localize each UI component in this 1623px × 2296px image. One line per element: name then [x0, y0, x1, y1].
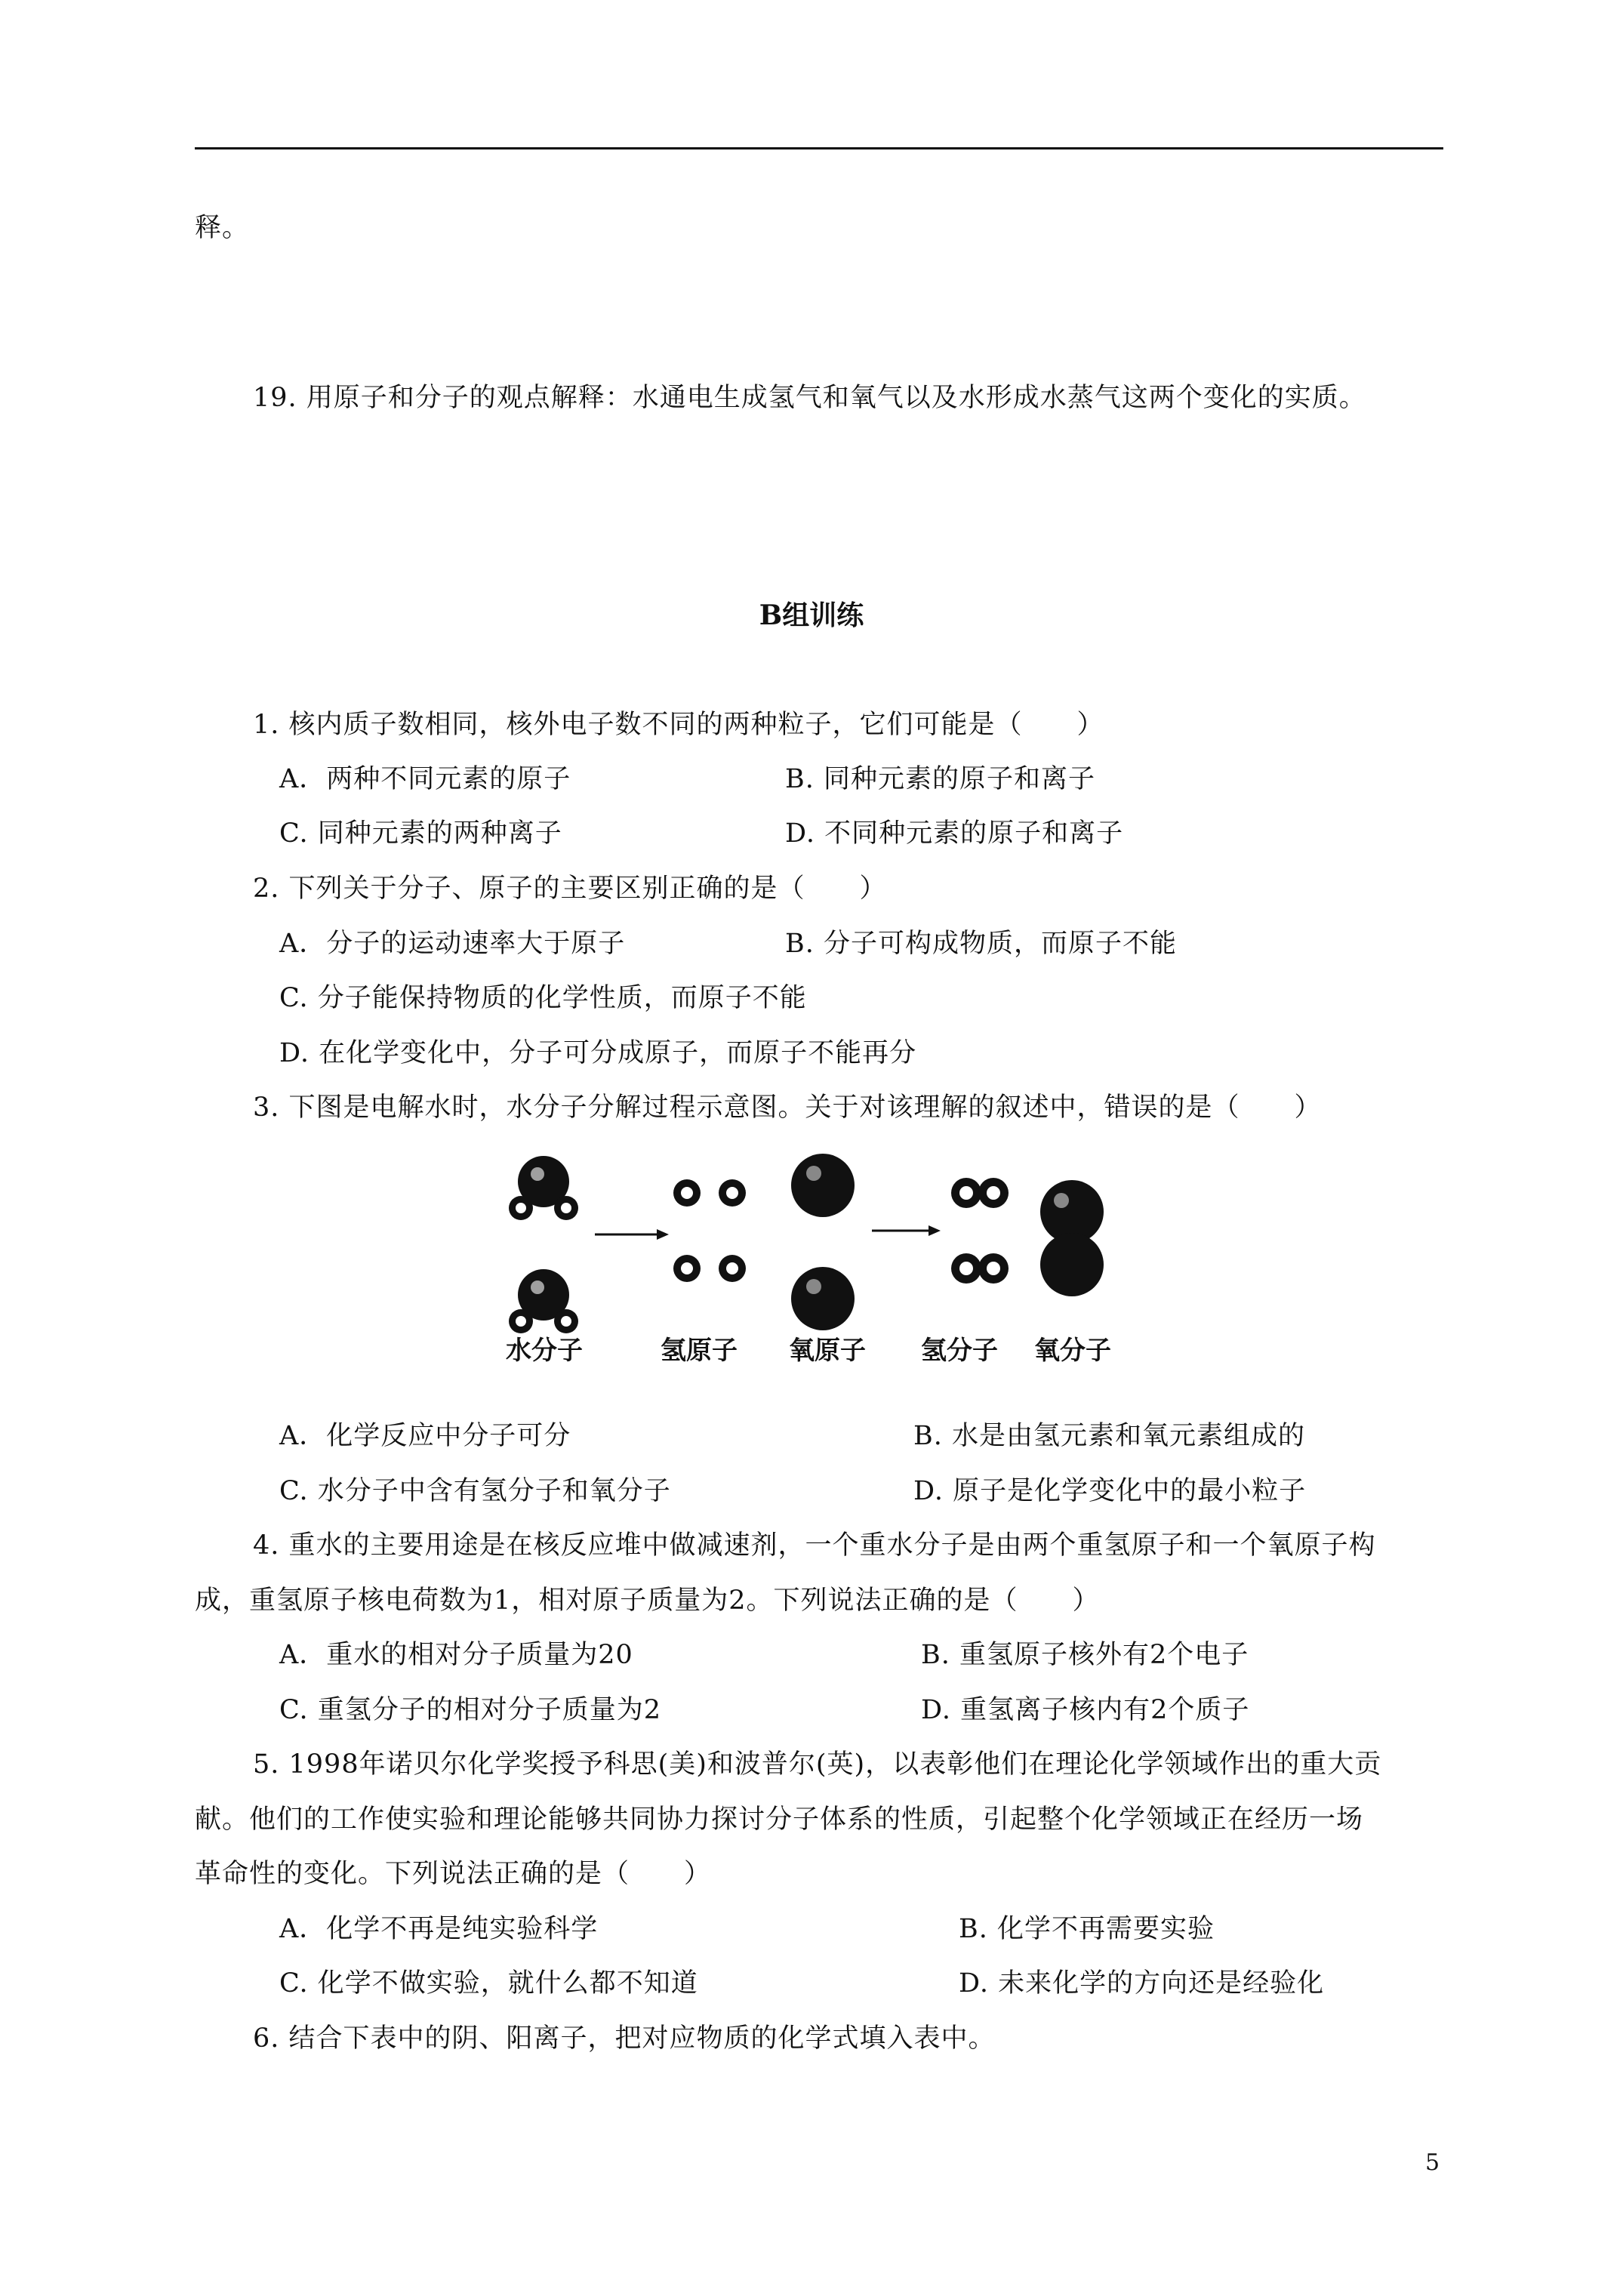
question-4-stem-line1: 4. 重水的主要用途是在核反应堆中做减速剂，一个重水分子是由两个重氢原子和一个氧原子构 — [253, 1530, 1376, 1561]
question-4-option-a: A．重水的相对分子质量为20 — [279, 1640, 633, 1670]
question-5-stem-line3: 革命性的变化。下列说法正确的是（ ） — [195, 1859, 712, 1889]
hydrogen-atom-icon — [673, 1179, 746, 1282]
header-rule — [195, 147, 1443, 149]
question-3-stem: 3. 下图是电解水时，水分子分解过程示意图。关于对该理解的叙述中，错误的是（ ） — [253, 1093, 1322, 1123]
question-3-option-a: A．化学反应中分子可分 — [279, 1421, 571, 1451]
question-5-option-c: C. 化学不做实验，就什么都不知道 — [279, 1968, 698, 1999]
label-oxygen-molecule: 氧分子 — [1034, 1336, 1111, 1366]
question-1-option-c: C. 同种元素的两种离子 — [279, 818, 562, 849]
section-title: B组训练 — [759, 599, 864, 631]
question-6-stem: 6. 结合下表中的阴、阳离子，把对应物质的化学式填入表中。 — [253, 2023, 996, 2054]
question-5-option-a: A．化学不再是纯实验科学 — [279, 1914, 599, 1944]
question-5-stem-line2: 献。他们的工作使实验和理论能够共同协力探讨分子体系的性质，引起整个化学领域正在经历一场 — [195, 1804, 1364, 1835]
question-1-stem: 1. 核内质子数相同，核外电子数不同的两种粒子，它们可能是（ ） — [253, 710, 1104, 740]
water-molecule-icon — [509, 1269, 578, 1333]
page-number: 5 — [1425, 2150, 1440, 2176]
question-4-option-b: B. 重氢原子核外有2个电子 — [921, 1640, 1249, 1670]
question-2-stem: 2. 下列关于分子、原子的主要区别正确的是（ ） — [253, 874, 887, 904]
question-2-option-b: B. 分子可构成物质，而原子不能 — [785, 929, 1177, 959]
label-oxygen-atom: 氧原子 — [789, 1336, 866, 1366]
question-2-option-d: D. 在化学变化中，分子可分成原子，而原子不能再分 — [279, 1038, 917, 1068]
question-3-option-c: C. 水分子中含有氢分子和氧分子 — [279, 1476, 671, 1506]
label-water-molecule: 水分子 — [506, 1336, 583, 1366]
oxygen-atom-icon — [791, 1154, 855, 1330]
label-hydrogen-atom: 氢原子 — [661, 1336, 738, 1366]
question-1-option-d: D. 不同种元素的原子和离子 — [785, 818, 1124, 849]
electrolysis-diagram — [491, 1140, 1170, 1374]
arrow-right-icon — [872, 1225, 941, 1236]
question-3-option-b: B. 水是由氢元素和氧元素组成的 — [913, 1421, 1305, 1451]
question-2-option-a: A．分子的运动速率大于原子 — [279, 929, 626, 959]
question-5-stem-line1: 5. 1998年诺贝尔化学奖授予科思(美)和波普尔(英)，以表彰他们在理论化学领域作出的重大贡 — [253, 1749, 1382, 1780]
oxygen-molecule-icon — [1040, 1180, 1104, 1296]
question-1-option-b: B. 同种元素的原子和离子 — [785, 764, 1095, 794]
water-molecule-icon — [509, 1156, 578, 1220]
hydrogen-molecule-icon — [951, 1178, 1009, 1284]
question-4-option-c: C. 重氢分子的相对分子质量为2 — [279, 1695, 662, 1725]
question-5-option-b: B. 化学不再需要实验 — [959, 1914, 1215, 1944]
question-19: 19. 用原子和分子的观点解释：水通电生成氢气和氧气以及水形成水蒸气这两个变化的实质。 — [253, 383, 1366, 413]
question-1-option-a: A．两种不同元素的原子 — [279, 764, 571, 794]
question-4-stem-line2: 成，重氢原子核电荷数为1，相对原子质量为2。下列说法正确的是（ ） — [195, 1586, 1100, 1616]
question-3-option-d: D. 原子是化学变化中的最小粒子 — [913, 1476, 1307, 1506]
label-hydrogen-molecule: 氢分子 — [921, 1336, 998, 1366]
question-2-option-c: C. 分子能保持物质的化学性质，而原子不能 — [279, 983, 807, 1013]
continuation-text: 释。 — [195, 213, 250, 243]
arrow-right-icon — [595, 1229, 669, 1240]
question-5-option-d: D. 未来化学的方向还是经验化 — [959, 1968, 1325, 1999]
question-4-option-d: D. 重氢离子核内有2个质子 — [921, 1695, 1250, 1725]
